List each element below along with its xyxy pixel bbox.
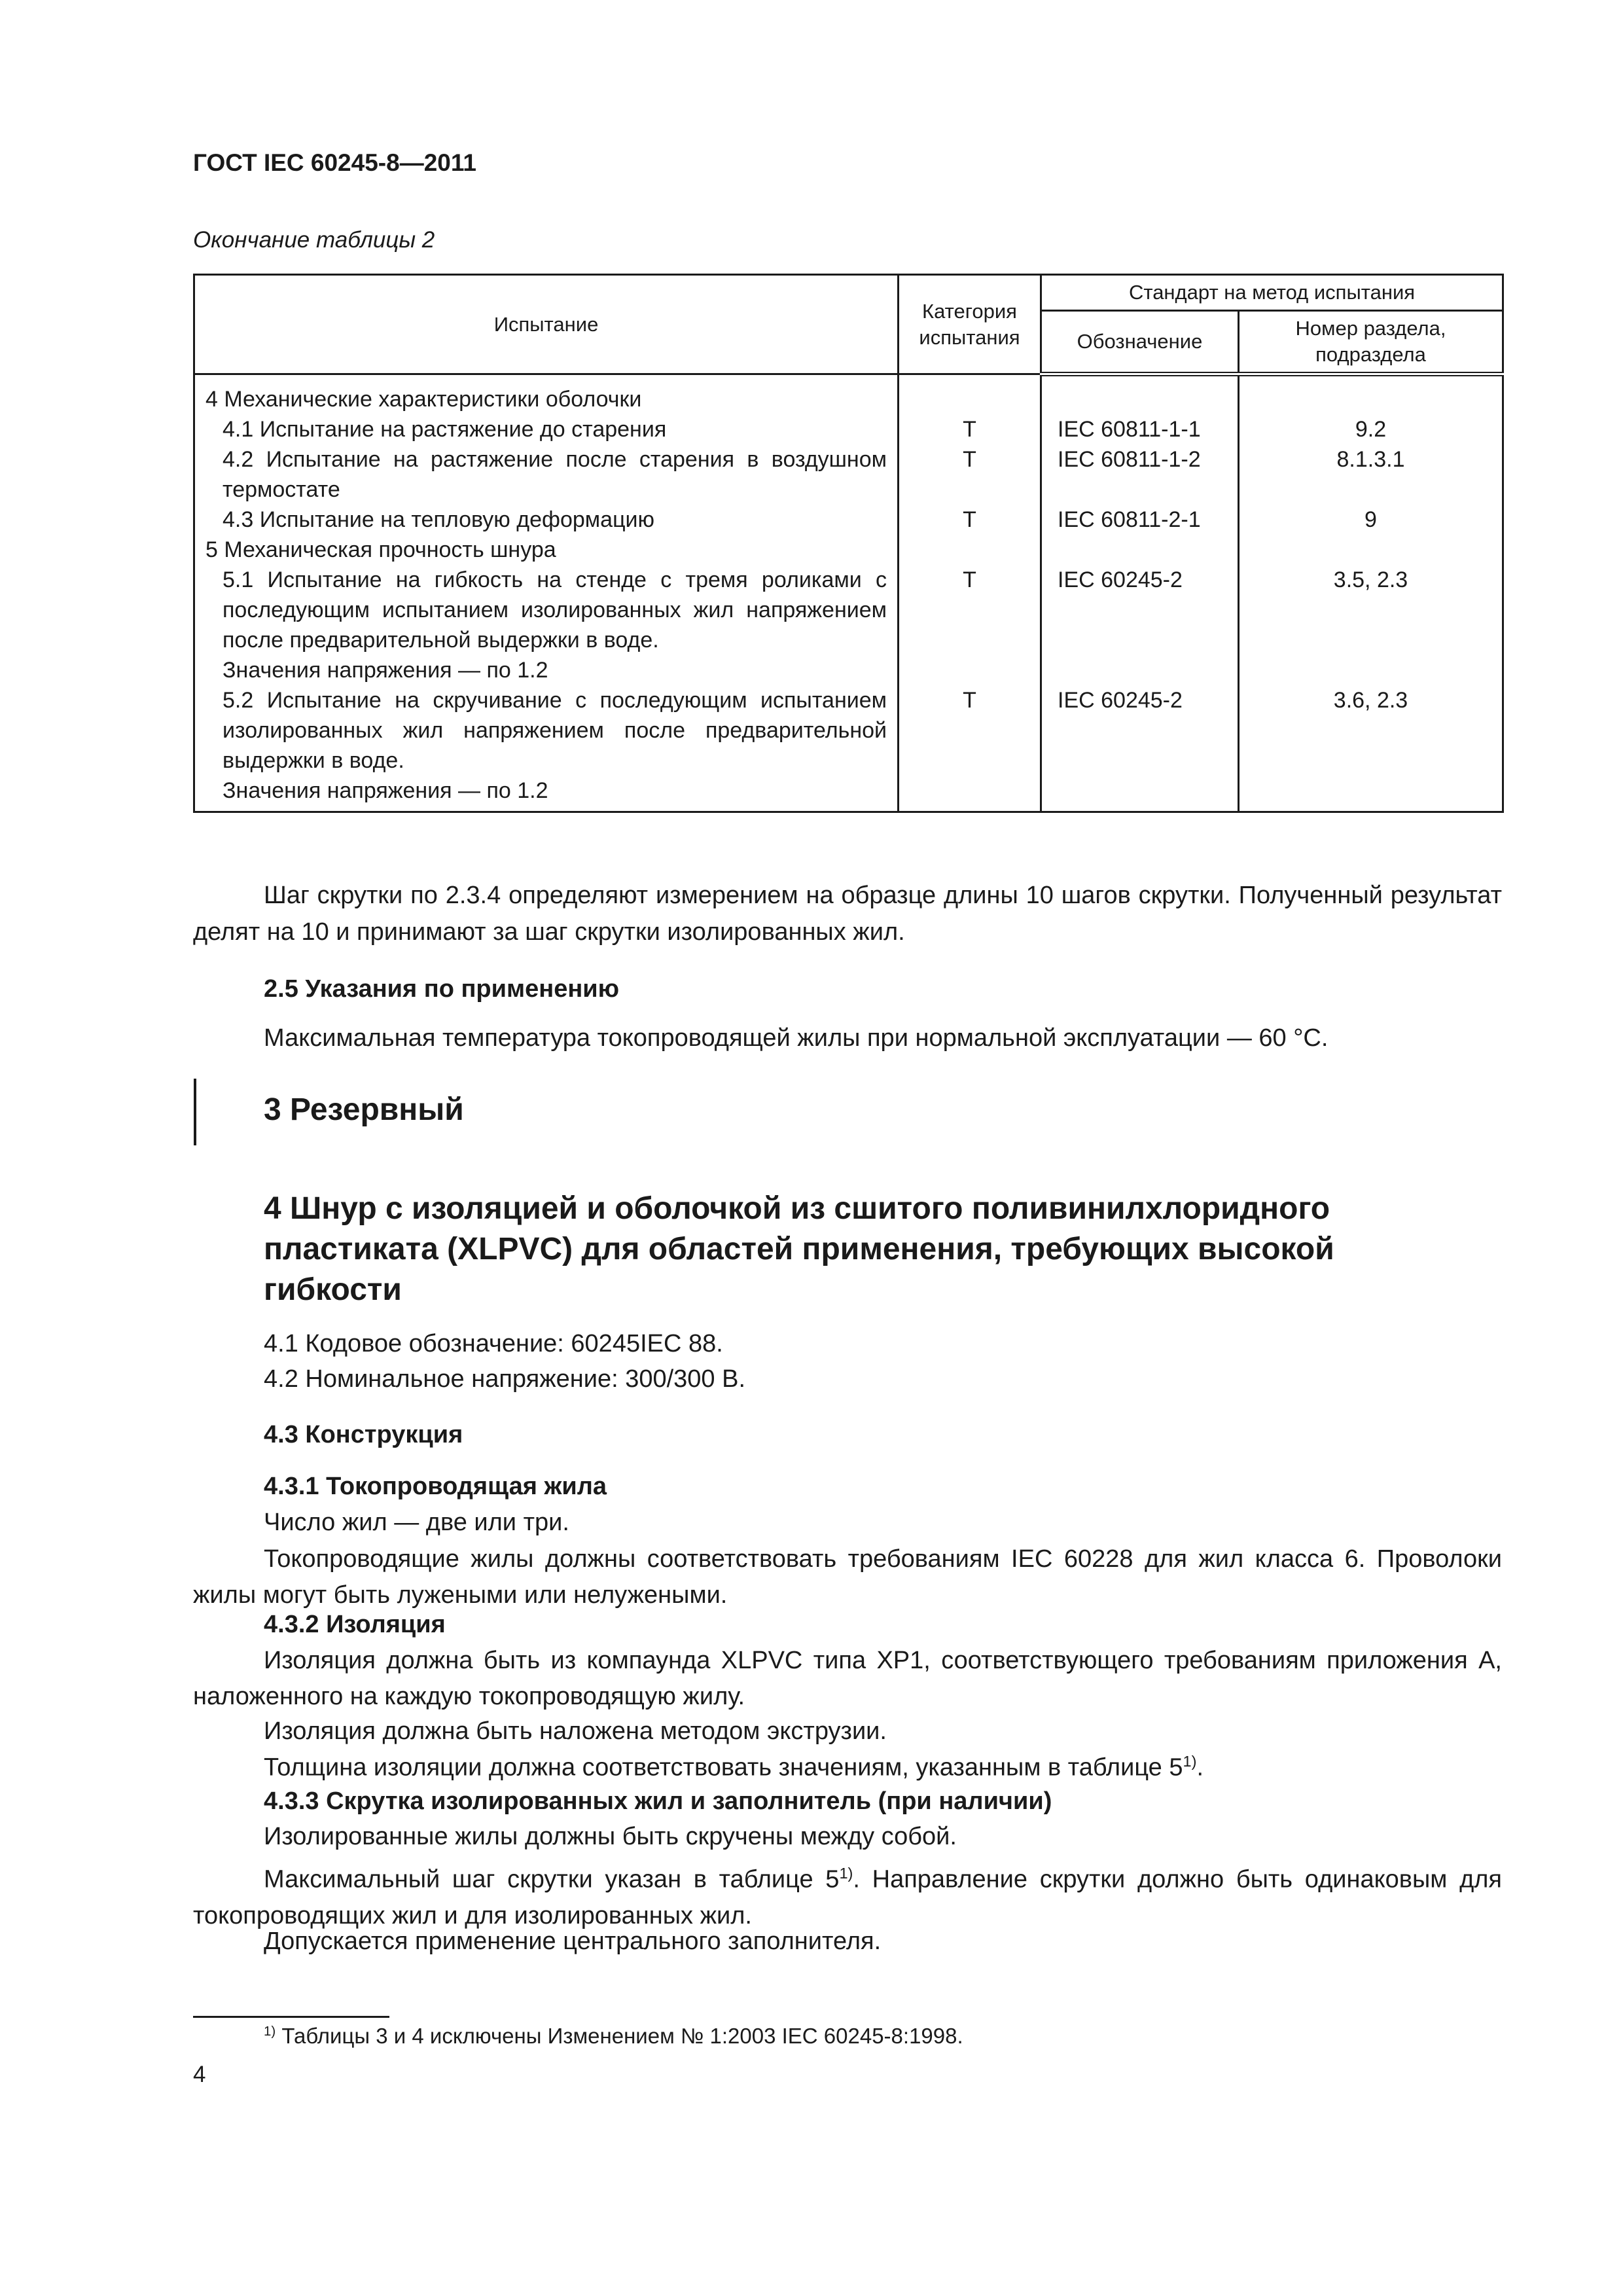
page-number: 4 xyxy=(193,2062,206,2087)
table-row xyxy=(194,685,1503,812)
cell-section: 9.2 xyxy=(1239,414,1503,444)
cell-category xyxy=(899,535,1041,565)
cell-section xyxy=(1239,374,1503,415)
paragraph-4-3-2-b: Изоляция должна быть наложена методом экструзии. xyxy=(264,1717,887,1745)
paragraph-4-3-1-b: Токопроводящие жилы должны соответствовать требованиям IEC 60228 для жил класса 6. Проволоки жилы могут быть лужеными или нелужеными. xyxy=(193,1545,1502,1609)
paragraph-4-3-3-b: Максимальный шаг скрутки указан в таблице 5$^{1)}$. Направление скрутки должно быть одинаковым для токопроводящих жил и для изолированных жил. xyxy=(193,1865,1502,1929)
paragraph-2-5: Максимальная температура токопроводящей жилы при нормальной эксплуатации — 60 °С. xyxy=(264,1024,1329,1052)
table-caption: Окончание таблицы 2 xyxy=(193,227,435,253)
cell-test: 4.1 Испытание на растяжение до старения xyxy=(223,417,667,442)
cell-test: 4.2 Испытание на растяжение после старения в воздушном термостате xyxy=(223,447,887,502)
table-row xyxy=(194,414,1503,444)
table-row xyxy=(194,535,1503,565)
cell-test: 5.2 Испытание на скручивание с последующим испытанием изолированных жил напряжением после предварительной выдержки в воде. xyxy=(223,688,887,773)
cell-category: Т xyxy=(899,685,1041,812)
cell-test: 5 Механическая прочность шнура xyxy=(194,535,899,565)
header-category: Категория испытания xyxy=(899,275,1041,374)
footnote-ref: 1) xyxy=(1183,1753,1197,1770)
table-row xyxy=(194,505,1503,535)
paragraph-4-3-3-c: Допускается применение центрального заполнителя. xyxy=(264,1928,882,1955)
cell-category: Т xyxy=(899,565,1041,685)
footnote-divider xyxy=(193,2016,389,2018)
cell-designation: IEC 60811-1-2 xyxy=(1041,444,1239,505)
cell-section xyxy=(1239,535,1503,565)
header-designation: Обозначение xyxy=(1041,311,1239,374)
cell-section: 3.6, 2.3 xyxy=(1239,685,1503,812)
cell-designation xyxy=(1041,374,1239,415)
table-row xyxy=(194,444,1503,505)
paragraph-4-1: 4.1 Кодовое обозначение: 60245IEC 88. xyxy=(264,1330,723,1357)
cell-designation: IEC 60245-2 xyxy=(1041,565,1239,685)
cell-designation: IEC 60811-2-1 xyxy=(1041,505,1239,535)
paragraph-4-3-2-a: Изоляция должна быть из компаунда XLPVC типа XP1, соответствующего требованиям приложения А, наложенного на каждую токопроводящую жилу. xyxy=(193,1647,1502,1710)
footnote-ref: 1) xyxy=(839,1865,853,1882)
cell-designation xyxy=(1041,535,1239,565)
header-test: Испытание xyxy=(194,275,899,374)
test-table xyxy=(193,274,1504,813)
cell-test: 4 Механические характеристики оболочки xyxy=(194,374,899,415)
cell-category: Т xyxy=(899,444,1041,505)
cell-category: Т xyxy=(899,505,1041,535)
document-header: ГОСТ IEC 60245-8—2011 xyxy=(193,149,476,176)
section-heading-4-3-3: 4.3.3 Скрутка изолированных жил и заполнитель (при наличии) xyxy=(264,1787,1052,1815)
table-row xyxy=(194,565,1503,685)
section-heading-4-3: 4.3 Конструкция xyxy=(264,1421,463,1448)
cell-category xyxy=(899,374,1041,415)
paragraph-twist-pitch: Шаг скрутки по 2.3.4 определяют измерением на образце длины 10 шагов скрутки. Полученный результат делят на 10 и принимают за шаг скрутки изолированных жил. xyxy=(193,882,1502,946)
footnote: $^{1)}$ Таблицы 3 и 4 исключены Изменением № 1:2003 IEC 60245-8:1998. xyxy=(264,2024,963,2048)
cell-test: 5.1 Испытание на гибкость на стенде с тремя роликами с последующим испытанием изолированных жил напряжением после предварительной выдержки в воде. xyxy=(223,567,887,653)
section-heading-4-3-1: 4.3.1 Токопроводящая жила xyxy=(264,1473,607,1500)
header-section: Номер раздела, подраздела xyxy=(1239,311,1503,374)
cell-section: 3.5, 2.3 xyxy=(1239,565,1503,685)
section-heading-2-5: 2.5 Указания по применению xyxy=(264,975,620,1003)
cell-test-note: Значения напряжения — по 1.2 xyxy=(223,658,548,683)
section-heading-4: 4 Шнур с изоляцией и оболочкой из сшитого поливинилхлоридного пластиката (XLPVC) для областей применения, требующих высокой гибкости xyxy=(264,1191,1334,1307)
cell-section: 9 xyxy=(1239,505,1503,535)
header-standard-group: Стандарт на метод испытания xyxy=(1041,275,1503,311)
cell-category: Т xyxy=(899,414,1041,444)
cell-designation: IEC 60245-2 xyxy=(1041,685,1239,812)
section-heading-3: 3 Резервный xyxy=(264,1092,464,1127)
paragraph-4-3-1-a: Число жил — две или три. xyxy=(264,1509,569,1536)
cell-section: 8.1.3.1 xyxy=(1239,444,1503,505)
change-bar xyxy=(194,1079,196,1145)
section-heading-4-3-2: 4.3.2 Изоляция xyxy=(264,1611,446,1638)
paragraph-4-3-2-c: Толщина изоляции должна соответствовать значениям, указанным в таблице 5$^{1)}$. xyxy=(264,1753,1204,1782)
paragraph-4-3-3-a: Изолированные жилы должны быть скручены между собой. xyxy=(264,1823,957,1850)
cell-test-note: Значения напряжения — по 1.2 xyxy=(223,778,548,803)
table-row xyxy=(194,374,1503,415)
cell-designation: IEC 60811-1-1 xyxy=(1041,414,1239,444)
paragraph-4-2: 4.2 Номинальное напряжение: 300/300 В. xyxy=(264,1365,746,1393)
cell-test: 4.3 Испытание на тепловую деформацию xyxy=(223,507,655,532)
